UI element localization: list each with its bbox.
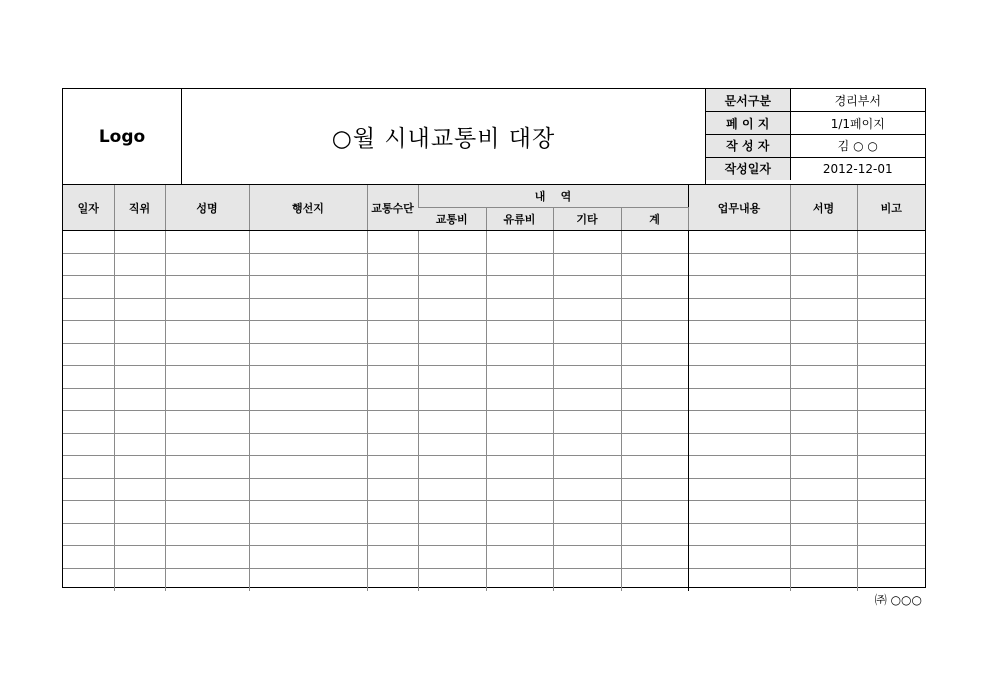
col-header-destination: 행선지	[249, 185, 367, 231]
table-cell[interactable]	[553, 478, 621, 501]
table-header-row	[63, 185, 925, 208]
table-cell[interactable]	[63, 568, 114, 591]
table-cell[interactable]	[486, 523, 553, 546]
table-cell[interactable]	[114, 253, 165, 276]
info-value[interactable]: 김 ○ ○	[790, 135, 925, 158]
table-cell[interactable]	[486, 276, 553, 299]
table-cell[interactable]	[790, 388, 857, 411]
info-row	[706, 157, 925, 180]
table-cell[interactable]	[553, 523, 621, 546]
table-cell[interactable]	[688, 343, 790, 366]
table-cell[interactable]	[418, 253, 486, 276]
table-cell[interactable]	[63, 366, 114, 389]
table-cell[interactable]	[249, 478, 367, 501]
table-cell[interactable]	[790, 253, 857, 276]
table-row	[63, 501, 925, 524]
table-cell[interactable]	[367, 366, 418, 389]
table-cell[interactable]	[857, 568, 925, 591]
table-cell[interactable]	[621, 478, 688, 501]
table-cell[interactable]	[418, 568, 486, 591]
info-value[interactable]: 경리부서	[790, 89, 925, 112]
table-cell[interactable]	[857, 298, 925, 321]
table-cell[interactable]	[114, 546, 165, 569]
table-cell[interactable]	[486, 366, 553, 389]
table-cell[interactable]	[114, 388, 165, 411]
table-row	[63, 298, 925, 321]
table-cell[interactable]	[418, 411, 486, 434]
table-cell[interactable]	[165, 456, 249, 479]
table-cell[interactable]	[63, 546, 114, 569]
table-cell[interactable]	[553, 411, 621, 434]
table-row	[63, 231, 925, 254]
table-cell[interactable]	[790, 501, 857, 524]
table-cell[interactable]	[857, 523, 925, 546]
table-cell[interactable]	[63, 523, 114, 546]
table-cell[interactable]	[621, 253, 688, 276]
table-cell[interactable]	[418, 478, 486, 501]
col-header-name: 성명	[165, 185, 249, 231]
table-cell[interactable]	[857, 276, 925, 299]
table-cell[interactable]	[418, 433, 486, 456]
table-cell[interactable]	[367, 501, 418, 524]
table-cell[interactable]	[165, 523, 249, 546]
table-cell[interactable]	[418, 523, 486, 546]
table-cell[interactable]	[688, 366, 790, 389]
table-cell[interactable]	[553, 253, 621, 276]
table-cell[interactable]	[486, 388, 553, 411]
table-cell[interactable]	[857, 411, 925, 434]
table-cell[interactable]	[621, 276, 688, 299]
table-cell[interactable]	[790, 433, 857, 456]
table-cell[interactable]	[249, 366, 367, 389]
table-cell[interactable]	[790, 343, 857, 366]
table-cell[interactable]	[486, 433, 553, 456]
table-cell[interactable]	[114, 456, 165, 479]
table-cell[interactable]	[249, 343, 367, 366]
table-cell[interactable]	[367, 388, 418, 411]
table-cell[interactable]	[165, 276, 249, 299]
table-cell[interactable]	[688, 501, 790, 524]
table-cell[interactable]	[63, 321, 114, 344]
table-cell[interactable]	[165, 478, 249, 501]
table-cell[interactable]	[367, 253, 418, 276]
col-header-work: 업무내용	[688, 185, 790, 231]
table-cell[interactable]	[63, 501, 114, 524]
table-cell[interactable]	[553, 546, 621, 569]
table-row	[63, 253, 925, 276]
table-row	[63, 366, 925, 389]
table-cell[interactable]	[857, 546, 925, 569]
table-cell[interactable]	[249, 523, 367, 546]
table-cell[interactable]	[114, 478, 165, 501]
table-cell[interactable]	[688, 276, 790, 299]
table-cell[interactable]	[418, 343, 486, 366]
logo: Logo	[63, 89, 182, 184]
table-cell[interactable]	[790, 456, 857, 479]
info-value[interactable]: 1/1페이지	[790, 112, 925, 135]
table-cell[interactable]	[114, 523, 165, 546]
company-footer: ㈜ ○○○	[874, 593, 922, 607]
info-row	[706, 135, 925, 158]
table-cell[interactable]	[688, 253, 790, 276]
table-cell[interactable]	[553, 568, 621, 591]
table-cell[interactable]	[553, 321, 621, 344]
table-cell[interactable]	[688, 546, 790, 569]
table-cell[interactable]	[63, 433, 114, 456]
table-cell[interactable]	[418, 276, 486, 299]
table-cell[interactable]	[418, 546, 486, 569]
table-cell[interactable]	[790, 411, 857, 434]
table-cell[interactable]	[418, 456, 486, 479]
table-cell[interactable]	[249, 276, 367, 299]
table-cell[interactable]	[165, 253, 249, 276]
table-row	[63, 546, 925, 569]
table-cell[interactable]	[486, 411, 553, 434]
table-cell[interactable]	[63, 388, 114, 411]
table-cell[interactable]	[165, 298, 249, 321]
table-cell[interactable]	[63, 298, 114, 321]
table-cell[interactable]	[857, 231, 925, 254]
table-cell[interactable]	[367, 523, 418, 546]
table-cell[interactable]	[249, 388, 367, 411]
table-cell[interactable]	[621, 388, 688, 411]
table-cell[interactable]	[367, 546, 418, 569]
table-cell[interactable]	[621, 501, 688, 524]
table-cell[interactable]	[486, 478, 553, 501]
table-row	[63, 478, 925, 501]
table-cell[interactable]	[621, 568, 688, 591]
table-cell[interactable]	[857, 253, 925, 276]
table-cell[interactable]	[553, 433, 621, 456]
expense-table	[63, 184, 925, 591]
col-header-transport-fee: 교통비	[418, 208, 486, 231]
col-header-signature: 서명	[790, 185, 857, 231]
table-row	[63, 456, 925, 479]
table-cell[interactable]	[249, 411, 367, 434]
col-header-total: 계	[621, 208, 688, 231]
table-row	[63, 523, 925, 546]
table-cell[interactable]	[367, 276, 418, 299]
table-cell[interactable]	[165, 501, 249, 524]
ledger-sheet	[62, 88, 926, 588]
table-cell[interactable]	[621, 546, 688, 569]
table-cell[interactable]	[418, 321, 486, 344]
col-header-remarks: 비고	[857, 185, 925, 231]
table-cell[interactable]	[367, 231, 418, 254]
table-row	[63, 276, 925, 299]
table-cell[interactable]	[790, 321, 857, 344]
table-cell[interactable]	[114, 231, 165, 254]
table-cell[interactable]	[553, 388, 621, 411]
table-cell[interactable]	[114, 501, 165, 524]
table-cell[interactable]	[165, 321, 249, 344]
table-cell[interactable]	[114, 433, 165, 456]
table-cell[interactable]	[553, 231, 621, 254]
table-cell[interactable]	[790, 298, 857, 321]
table-cell[interactable]	[63, 411, 114, 434]
table-cell[interactable]	[790, 276, 857, 299]
table-cell[interactable]	[486, 568, 553, 591]
table-cell[interactable]	[63, 343, 114, 366]
table-cell[interactable]	[553, 343, 621, 366]
table-cell[interactable]	[621, 523, 688, 546]
table-cell[interactable]	[249, 456, 367, 479]
table-cell[interactable]	[688, 456, 790, 479]
table-cell[interactable]	[688, 433, 790, 456]
table-cell[interactable]	[165, 388, 249, 411]
table-cell[interactable]	[486, 253, 553, 276]
table-row	[63, 321, 925, 344]
table-cell[interactable]	[418, 388, 486, 411]
document-info-table	[706, 89, 925, 180]
table-cell[interactable]	[63, 253, 114, 276]
table-cell[interactable]	[857, 501, 925, 524]
table-cell[interactable]	[114, 411, 165, 434]
col-header-transport: 교통수단	[367, 185, 418, 231]
table-cell[interactable]	[165, 366, 249, 389]
table-cell[interactable]	[790, 478, 857, 501]
table-cell[interactable]	[114, 366, 165, 389]
info-label: 문서구분	[706, 89, 790, 112]
table-cell[interactable]	[621, 343, 688, 366]
table-cell[interactable]	[486, 343, 553, 366]
table-cell[interactable]	[486, 321, 553, 344]
table-cell[interactable]	[688, 411, 790, 434]
table-cell[interactable]	[165, 343, 249, 366]
table-cell[interactable]	[621, 321, 688, 344]
table-row	[63, 433, 925, 456]
info-row	[706, 89, 925, 112]
table-cell[interactable]	[486, 546, 553, 569]
table-cell[interactable]	[790, 366, 857, 389]
table-cell[interactable]	[249, 501, 367, 524]
table-cell[interactable]	[114, 276, 165, 299]
table-row	[63, 568, 925, 591]
table-cell[interactable]	[790, 568, 857, 591]
info-row	[706, 112, 925, 135]
table-cell[interactable]	[418, 231, 486, 254]
table-cell[interactable]	[553, 456, 621, 479]
table-cell[interactable]	[857, 343, 925, 366]
table-cell[interactable]	[486, 298, 553, 321]
table-cell[interactable]	[165, 411, 249, 434]
table-cell[interactable]	[165, 546, 249, 569]
table-cell[interactable]	[688, 298, 790, 321]
table-cell[interactable]	[621, 433, 688, 456]
table-cell[interactable]	[165, 433, 249, 456]
table-cell[interactable]	[688, 231, 790, 254]
table-cell[interactable]	[688, 523, 790, 546]
table-cell[interactable]	[857, 456, 925, 479]
table-cell[interactable]	[790, 523, 857, 546]
table-cell[interactable]	[367, 433, 418, 456]
table-cell[interactable]	[249, 546, 367, 569]
table-cell[interactable]	[486, 501, 553, 524]
table-cell[interactable]	[63, 478, 114, 501]
table-body	[63, 231, 925, 591]
table-cell[interactable]	[621, 366, 688, 389]
table-cell[interactable]	[63, 231, 114, 254]
info-label: 작성일자	[706, 157, 790, 180]
table-row	[63, 343, 925, 366]
table-cell[interactable]	[249, 433, 367, 456]
info-label: 페 이 지	[706, 112, 790, 135]
table-cell[interactable]	[857, 388, 925, 411]
table-cell[interactable]	[621, 411, 688, 434]
table-cell[interactable]	[486, 456, 553, 479]
table-cell[interactable]	[367, 411, 418, 434]
table-cell[interactable]	[367, 568, 418, 591]
table-cell[interactable]	[114, 568, 165, 591]
col-header-fuel-fee: 유류비	[486, 208, 553, 231]
col-header-date: 일자	[63, 185, 114, 231]
table-row	[63, 388, 925, 411]
table-cell[interactable]	[857, 321, 925, 344]
table-cell[interactable]	[553, 298, 621, 321]
table-cell[interactable]	[249, 568, 367, 591]
table-cell[interactable]	[621, 456, 688, 479]
table-cell[interactable]	[249, 253, 367, 276]
table-cell[interactable]	[114, 343, 165, 366]
table-cell[interactable]	[857, 433, 925, 456]
table-cell[interactable]	[367, 478, 418, 501]
table-cell[interactable]	[688, 478, 790, 501]
table-cell[interactable]	[367, 298, 418, 321]
table-cell[interactable]	[857, 366, 925, 389]
table-cell[interactable]	[688, 321, 790, 344]
table-cell[interactable]	[367, 456, 418, 479]
table-cell[interactable]	[418, 501, 486, 524]
table-cell[interactable]	[165, 231, 249, 254]
table-row	[63, 411, 925, 434]
col-header-details: 내 역	[418, 185, 688, 208]
table-cell[interactable]	[553, 501, 621, 524]
info-value[interactable]: 2012-12-01	[822, 161, 893, 176]
table-cell[interactable]	[114, 321, 165, 344]
info-label: 작 성 자	[706, 135, 790, 158]
table-cell[interactable]	[367, 321, 418, 344]
page-title: ○월 시내교통비 대장	[182, 89, 706, 184]
table-cell[interactable]	[63, 276, 114, 299]
table-cell[interactable]	[553, 366, 621, 389]
table-cell[interactable]	[114, 298, 165, 321]
table-cell[interactable]	[790, 231, 857, 254]
table-cell[interactable]	[249, 321, 367, 344]
table-cell[interactable]	[790, 546, 857, 569]
table-cell[interactable]	[857, 478, 925, 501]
table-cell[interactable]	[249, 298, 367, 321]
table-cell[interactable]	[249, 231, 367, 254]
table-cell[interactable]	[63, 456, 114, 479]
table-cell[interactable]	[418, 366, 486, 389]
table-cell[interactable]	[165, 568, 249, 591]
table-cell[interactable]	[486, 231, 553, 254]
col-header-position: 직위	[114, 185, 165, 231]
table-cell[interactable]	[688, 568, 790, 591]
table-cell[interactable]	[367, 343, 418, 366]
col-header-other: 기타	[553, 208, 621, 231]
table-cell[interactable]	[418, 298, 486, 321]
table-cell[interactable]	[553, 276, 621, 299]
table-cell[interactable]	[621, 298, 688, 321]
table-cell[interactable]	[621, 231, 688, 254]
table-cell[interactable]	[688, 388, 790, 411]
